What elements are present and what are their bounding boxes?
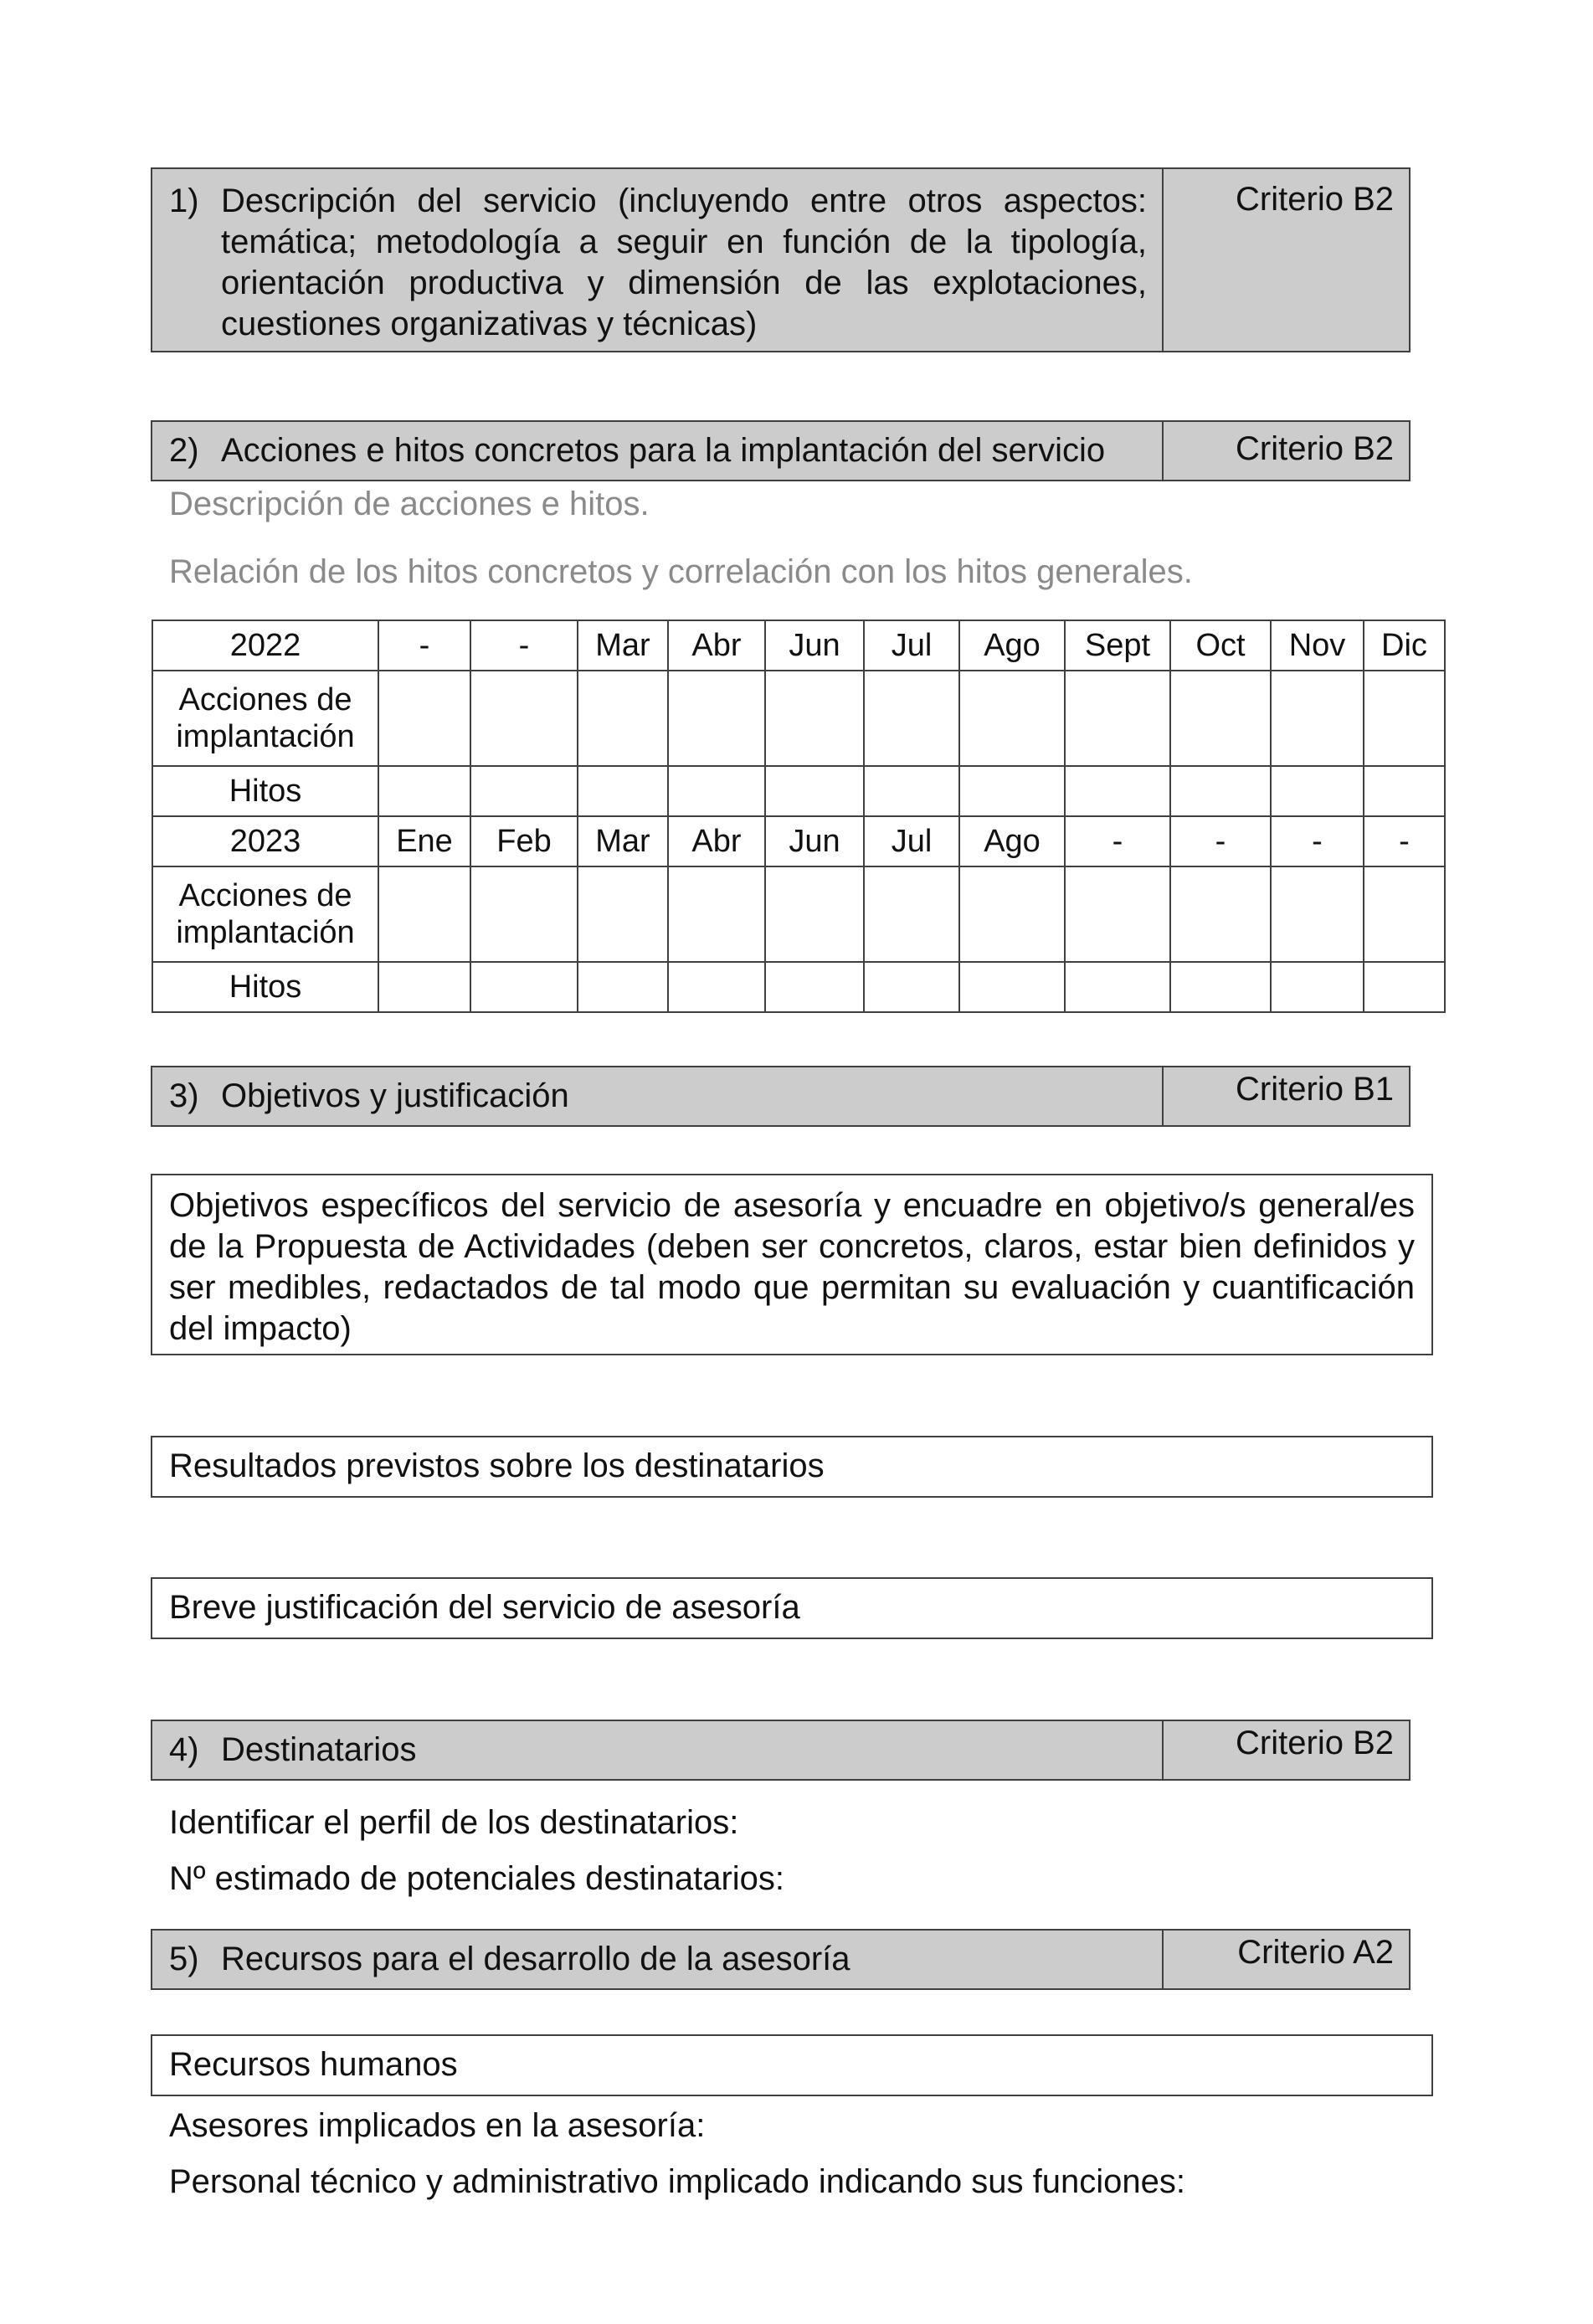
calendar-cell[interactable] (864, 671, 959, 766)
section-4-number: 4) (169, 1731, 199, 1768)
objectives-box: Objetivos específicos del servicio de asesoría y encuadre en objetivo/s general/es de la Propuesta de Actividades (deben ser concretos, claros, estar bien definidos y ser medibles, redactados de tal modo que permitan su evaluación y cuantificación del impacto) (151, 1174, 1433, 1355)
calendar-month: - (1271, 816, 1364, 866)
calendar-cell[interactable] (1271, 962, 1364, 1012)
calendar-cell[interactable] (578, 962, 668, 1012)
section-4-heading (152, 1721, 1162, 1779)
calendar-cell[interactable] (1271, 671, 1364, 766)
calendar-cell[interactable] (959, 766, 1065, 816)
calendar-cell[interactable] (1271, 766, 1364, 816)
section-1-header (151, 167, 1411, 352)
calendar-month: Jun (765, 816, 864, 866)
calendar-cell[interactable] (1170, 962, 1271, 1012)
calendar-cell[interactable] (668, 766, 765, 816)
calendar-month: Feb (470, 816, 578, 866)
calendar-month: Oct (1170, 620, 1271, 671)
section-1-title: Descripción del servicio (incluyendo entre otros aspectos: temática; metodología a seguir en función de la tipología, orientación productiva y dimensión de las explotaciones, cuestiones organizativas y técnicas) (221, 183, 1147, 342)
calendar-cell[interactable] (864, 766, 959, 816)
calendar-cell[interactable] (1170, 671, 1271, 766)
calendar-month: Ene (378, 816, 470, 866)
section-5-criterion: Criterio A2 (1162, 1931, 1409, 1988)
calendar-month: Sept (1065, 620, 1170, 671)
calendar-cell[interactable] (578, 671, 668, 766)
calendar-cell[interactable] (470, 766, 578, 816)
calendar-row-milestones-2023 (152, 962, 1445, 1012)
calendar-cell[interactable] (864, 866, 959, 962)
calendar-row-actions-2022 (152, 671, 1445, 766)
section-2-heading (152, 422, 1162, 480)
section-3-criterion: Criterio B1 (1162, 1067, 1409, 1125)
section-3-title: Objetivos y justificación (221, 1077, 569, 1114)
calendar-month: Nov (1271, 620, 1364, 671)
calendar-cell[interactable] (959, 671, 1065, 766)
calendar-month: Abr (668, 620, 765, 671)
calendar-month: - (378, 620, 470, 671)
calendar-cell[interactable] (1065, 866, 1170, 962)
calendar-row-2022 (152, 620, 1445, 671)
calendar-cell[interactable] (1364, 866, 1445, 962)
calendar-cell[interactable] (765, 766, 864, 816)
calendar-cell[interactable] (578, 766, 668, 816)
calendar-cell[interactable] (1065, 671, 1170, 766)
calendar-cell[interactable] (378, 866, 470, 962)
calendar-cell[interactable] (668, 962, 765, 1012)
calendar-cell[interactable] (765, 671, 864, 766)
calendar-cell[interactable] (1364, 671, 1445, 766)
calendar-cell[interactable] (668, 866, 765, 962)
calendar-cell[interactable] (959, 866, 1065, 962)
calendar-cell[interactable] (1364, 962, 1445, 1012)
calendar-month: - (1170, 816, 1271, 866)
calendar-cell[interactable] (765, 962, 864, 1012)
calendar-cell[interactable] (959, 962, 1065, 1012)
section-1-number: 1) (169, 183, 199, 219)
calendar-month: - (470, 620, 578, 671)
calendar-cell[interactable] (378, 766, 470, 816)
section-4-criterion: Criterio B2 (1162, 1721, 1409, 1779)
section-2-header (151, 420, 1411, 481)
section-2-title: Acciones e hitos concretos para la implantación del servicio (221, 432, 1106, 469)
section-5-number: 5) (169, 1941, 199, 1977)
calendar-cell[interactable] (1364, 766, 1445, 816)
calendar-month: Mar (578, 816, 668, 866)
staff-line: Personal técnico y administrativo implicado indicando sus funciones: (169, 2163, 1185, 2200)
section-3-header (151, 1066, 1411, 1127)
calendar-month: - (1364, 816, 1445, 866)
calendar-cell[interactable] (470, 866, 578, 962)
calendar-label-actions: Acciones de implantación (152, 866, 378, 962)
human-resources-box: Recursos humanos (151, 2034, 1433, 2096)
calendar-month: Jun (765, 620, 864, 671)
section-2-hint-actions: Descripción de acciones e hitos. (169, 486, 650, 522)
calendar-month: Ago (959, 620, 1065, 671)
calendar-year-2022: 2022 (152, 620, 378, 671)
calendar-table (152, 620, 1446, 1013)
calendar-cell[interactable] (864, 962, 959, 1012)
calendar-row-milestones-2022 (152, 766, 1445, 816)
section-5-header (151, 1929, 1411, 1990)
calendar-month: Jul (864, 816, 959, 866)
section-1-heading (152, 169, 1162, 351)
calendar-label-milestones: Hitos (152, 962, 378, 1012)
calendar-cell[interactable] (1065, 962, 1170, 1012)
calendar-month: - (1065, 816, 1170, 866)
recipients-profile-line: Identificar el perfil de los destinatarios: (169, 1804, 739, 1841)
calendar-cell[interactable] (765, 866, 864, 962)
calendar-row-actions-2023 (152, 866, 1445, 962)
calendar-month: Abr (668, 816, 765, 866)
advisors-line: Asesores implicados en la asesoría: (169, 2107, 706, 2144)
calendar-row-2023 (152, 816, 1445, 866)
justification-box: Breve justificación del servicio de asesoría (151, 1577, 1433, 1639)
calendar-month: Ago (959, 816, 1065, 866)
calendar-cell[interactable] (1170, 866, 1271, 962)
section-3-heading (152, 1067, 1162, 1125)
calendar-year-2023: 2023 (152, 816, 378, 866)
section-2-number: 2) (169, 432, 199, 469)
calendar-month: Mar (578, 620, 668, 671)
section-4-title: Destinatarios (221, 1731, 417, 1768)
calendar-cell[interactable] (470, 671, 578, 766)
calendar-month: Jul (864, 620, 959, 671)
calendar-cell[interactable] (378, 962, 470, 1012)
calendar-cell[interactable] (1170, 766, 1271, 816)
recipients-count-line: Nº estimado de potenciales destinatarios: (169, 1860, 785, 1897)
expected-results-box: Resultados previstos sobre los destinatarios (151, 1436, 1433, 1498)
calendar-cell[interactable] (470, 962, 578, 1012)
calendar-cell[interactable] (1271, 866, 1364, 962)
calendar-cell[interactable] (1065, 766, 1170, 816)
section-3-number: 3) (169, 1077, 199, 1114)
calendar-label-milestones: Hitos (152, 766, 378, 816)
section-5-title: Recursos para el desarrollo de la asesoría (221, 1941, 850, 1977)
calendar-cell[interactable] (668, 671, 765, 766)
section-4-header (151, 1720, 1411, 1781)
calendar-label-actions: Acciones de implantación (152, 671, 378, 766)
calendar-cell[interactable] (578, 866, 668, 962)
section-5-heading (152, 1931, 1162, 1988)
section-2-criterion: Criterio B2 (1162, 422, 1409, 480)
calendar-month: Dic (1364, 620, 1445, 671)
section-1-criterion: Criterio B2 (1162, 169, 1409, 351)
section-2-hint-milestones: Relación de los hitos concretos y correlación con los hitos generales. (169, 553, 1193, 590)
calendar-cell[interactable] (378, 671, 470, 766)
